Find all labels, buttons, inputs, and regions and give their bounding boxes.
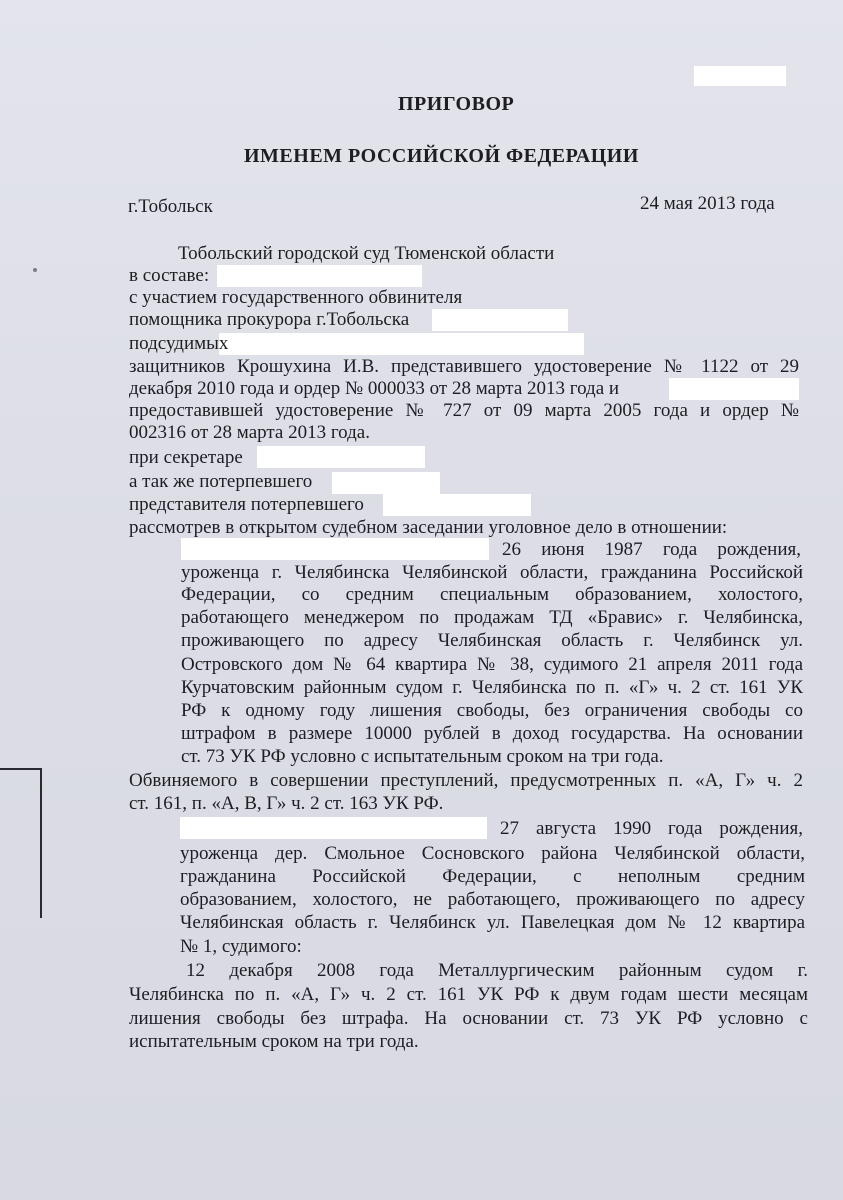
defendant1-line: Курчатовским районным судом г. Челябинска по п. «Г» ч. 2 ст. 161 УК	[181, 677, 803, 698]
conviction-line: испытательным сроком на три года.	[129, 1031, 419, 1052]
date: 24 мая 2013 года	[640, 193, 775, 214]
defenders-line: 002316 от 28 марта 2013 года.	[129, 422, 370, 443]
document-title: ПРИГОВОР	[398, 93, 515, 115]
defendant2-line: образованием, холостого, не работающего, проживающего по адресу	[180, 889, 805, 910]
defendant2-line: уроженца дер. Смольное Сосновского района Челябинской области,	[180, 843, 805, 864]
defendant1-line: РФ к одному году лишения свободы, без ограничения свободы со	[181, 700, 803, 721]
redaction-judge	[217, 265, 422, 287]
redaction-victim	[332, 472, 440, 494]
defendants-label: подсудимых	[129, 333, 229, 354]
considered-line: рассмотрев в открытом судебном заседании уголовное дело в отношении:	[129, 517, 728, 538]
defendant1-line: штрафом в размере 10000 рублей в доход государства. На основании	[181, 723, 803, 744]
defendant2-line: гражданина Российской Федерации, с неполным средним	[180, 866, 805, 887]
scan-spot	[33, 268, 37, 272]
defendant2-line: 27 августа 1990 года рождения,	[500, 818, 803, 839]
defendant1-line: работающего менеджером по продажам ТД «Бравис» г. Челябинска,	[181, 607, 803, 628]
charge-line: Обвиняемого в совершении преступлений, предусмотренных п. «А, Г» ч. 2	[129, 770, 803, 791]
document-subtitle: ИМЕНЕМ РОССИЙСКОЙ ФЕДЕРАЦИИ	[244, 145, 639, 167]
redaction-defendant1-name	[181, 538, 489, 560]
redaction-prosecutor	[432, 309, 568, 331]
redaction-secretary	[257, 446, 425, 468]
defenders-line: предоставившей удостоверение № 727 от 09 марта 2005 года и ордер №	[129, 400, 799, 421]
conviction-line: 12 декабря 2008 года Металлургическим районным судом г.	[186, 960, 808, 981]
defendant2-line: Челябинская область г. Челябинск ул. Павелецкая дом № 12 квартира	[180, 912, 805, 933]
secretary-label: при секретаре	[129, 447, 243, 468]
charge-line: ст. 161, п. «А, В, Г» ч. 2 ст. 163 УК РФ.	[129, 793, 444, 814]
composition-label: в составе:	[129, 265, 210, 286]
defendant1-line: 26 июня 1987 года рождения,	[502, 539, 801, 560]
defenders-line: декабря 2010 года и ордер № 000033 от 28 марта 2013 года и	[129, 378, 620, 399]
redaction-defendant2-name	[180, 817, 487, 839]
victim-label: а так же потерпевшего	[129, 471, 313, 492]
redaction-top-right	[694, 66, 786, 86]
prosecutor-intro: с участием государственного обвинителя	[129, 287, 463, 308]
defendant1-line: Федерации, со средним специальным образованием, холостого,	[181, 584, 803, 605]
defendant1-line: проживающего по адресу Челябинская область г. Челябинск ул.	[181, 630, 803, 651]
conviction-line: Челябинска по п. «А, Г» ч. 2 ст. 161 УК РФ к двум годам шести месяцам	[129, 984, 808, 1005]
city: г.Тобольск	[128, 196, 213, 217]
court-name: Тобольский городской суд Тюменской области	[178, 243, 555, 264]
defendant1-line: уроженца г. Челябинска Челябинской области, гражданина Российской	[181, 562, 803, 583]
redaction-defendants	[219, 333, 584, 355]
prosecutor-assistant: помощника прокурора г.Тобольска	[129, 309, 410, 330]
scan-mark-left	[0, 768, 42, 770]
defendant2-line: № 1, судимого:	[180, 936, 302, 957]
victim-rep-label: представителя потерпевшего	[129, 494, 364, 515]
defendant1-line: Островского дом № 64 квартира № 38, судимого 21 апреля 2011 года	[181, 654, 803, 675]
defendant1-line: ст. 73 УК РФ условно с испытательным сроком на три года.	[181, 746, 664, 767]
defenders-line: защитников Крошухина И.В. представившего удостоверение № 1122 от 29	[129, 356, 799, 377]
scan-mark-left-vertical	[40, 768, 42, 918]
redaction-second-defender	[669, 378, 799, 400]
redaction-victim-rep	[383, 494, 531, 516]
conviction-line: лишения свободы без штрафа. На основании ст. 73 УК РФ условно с	[129, 1008, 808, 1029]
